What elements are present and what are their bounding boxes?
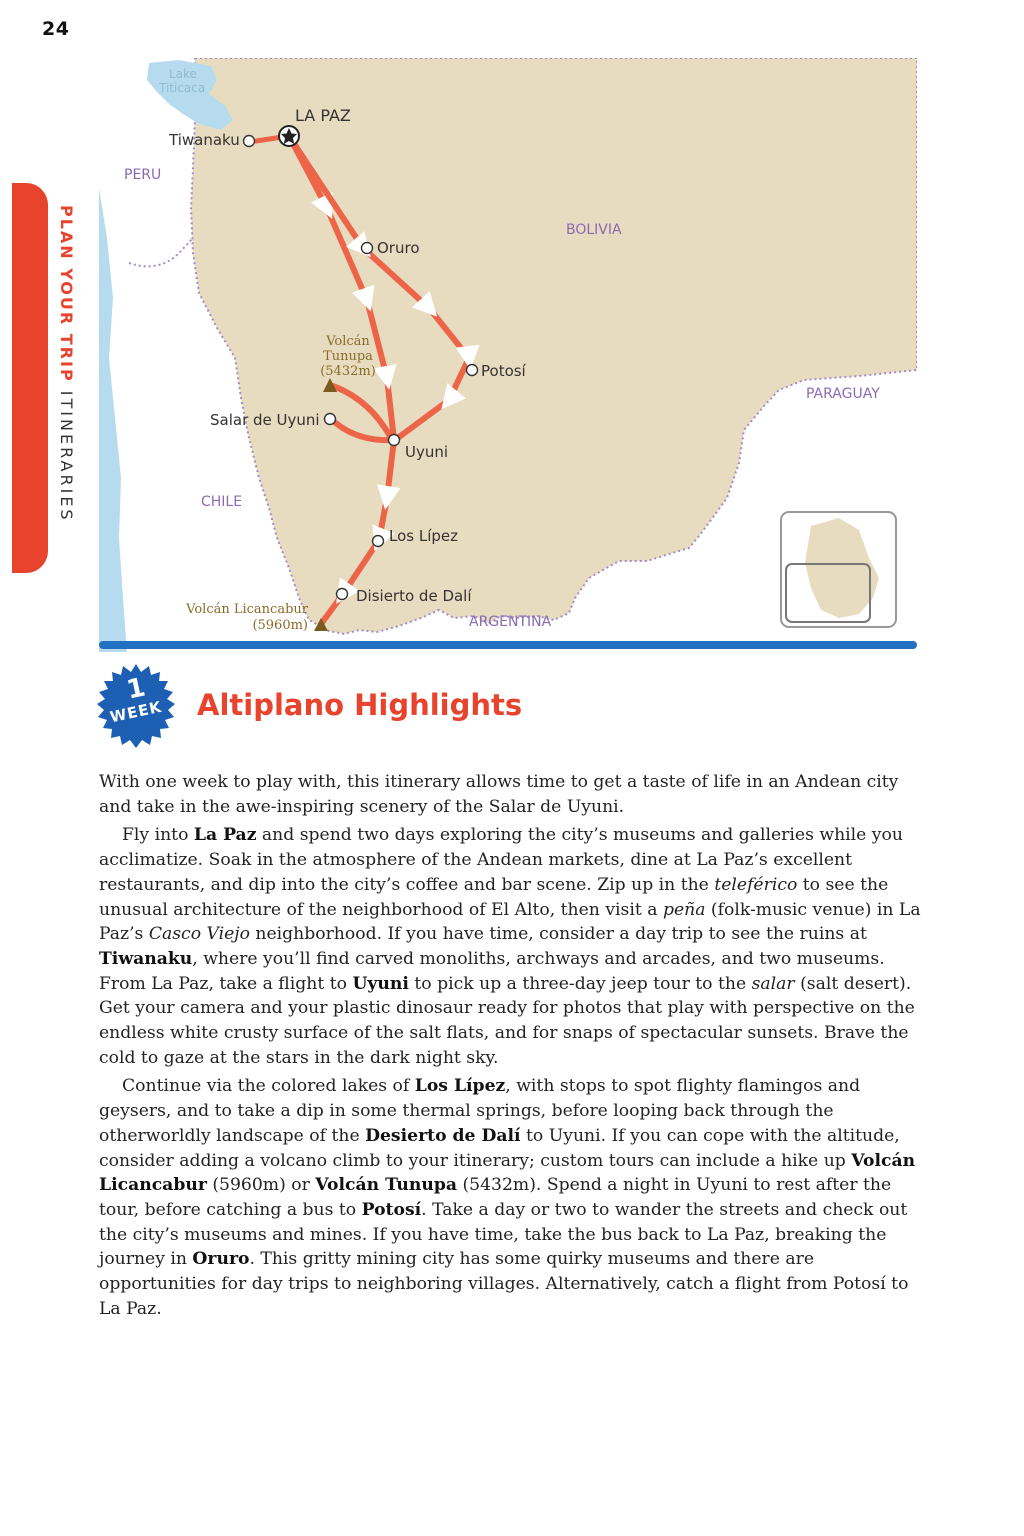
section-label [40, 205, 80, 545]
map-label-bolivia: BOLIVIA [566, 222, 622, 238]
page-number: 24 [42, 18, 70, 40]
map-label-uyuni: Uyuni [405, 443, 449, 461]
map-label-peru: PERU [124, 167, 162, 183]
marker-los-lipez [373, 536, 384, 547]
duration-badge [91, 662, 181, 752]
map-label-potosi: Potosí [481, 362, 526, 380]
section-label-main: PLAN YOUR TRIP [57, 205, 76, 383]
badge-unit: WEEK [108, 697, 164, 727]
marker-dali [337, 589, 348, 600]
map-label-chile: CHILE [201, 494, 243, 510]
map-label-licancabur: Volcán Licancabur (5960m) [186, 602, 308, 633]
marker-uyuni [389, 435, 400, 446]
badge-number: 1 [124, 672, 148, 706]
map-label-tiwanaku: Tiwanaku [169, 131, 240, 149]
map-label-la-paz: LA PAZ [295, 106, 351, 125]
map-label-paraguay: PARAGUAY [806, 386, 880, 402]
map-label-salar: Salar de Uyuni [210, 411, 320, 429]
locator-minimap [781, 512, 896, 627]
map-label-los-lipez: Los Lípez [389, 527, 459, 545]
itinerary-text [99, 770, 921, 1321]
paragraph-1: With one week to play with, this itinerary allows time to get a taste of life in an Andean city and take in the awe-inspiring scenery of the Salar de Uyuni. [99, 772, 899, 817]
paragraph-3: Continue via the colored lakes of Los Lípez, with stops to spot flighty flamingos and geysers, and to take a dip in some thermal springs, before looping back through the otherworldly landscape of the Desierto de Dalí to Uyuni. If you can cope with the altitude, consider adding a volcano climb to your itinerary; custom tours can include a hike up Volcán Licancabur (5960m) or Volcán Tunupa (5432m). Spend a night in Uyuni to rest after the tour, before catching a bus to Potosí. Take a day or two to wander the streets and check out the city’s museums and mines. If you have time, take the bus back to La Paz, breaking the journey in Oruro. This gritty mining city has some quirky museums and there are opportunities for day trips to neighboring villages. Alternatively, catch a flight from Potosí to La Paz. [99, 1076, 916, 1319]
section-title: Altiplano Highlights [197, 688, 523, 722]
route-map [99, 58, 917, 652]
map-label-oruro: Oruro [377, 239, 420, 257]
map-bottom-bar [99, 641, 917, 649]
marker-salar [325, 414, 336, 425]
section-label-sub: ITINERARIES [57, 382, 76, 523]
paragraph-2: Fly into La Paz and spend two days exploring the city’s museums and galleries while you acclimatize. Soak in the atmosphere of the Andean markets, dine at La Paz’s excellent restaurants, and dip into the city’s coffee and bar scene. Zip up in the teleférico to see the unusual architecture of the neighborhood of El Alto, then visit a peña (folk-music venue) in La Paz’s Casco Viejo neighborhood. If you have time, consider a day trip to see the ruins at Tiwanaku, where you’ll find carved monoliths, archways and arcades, and two museums. From La Paz, take a flight to Uyuni to pick up a three-day jeep tour to the salar (salt desert). Get your camera and your plastic dinosaur ready for photos that play with perspective on the endless white crusty surface of the salt flats, and for snaps of spectacular sunsets. Brave the cold to gaze at the stars in the dark night sky. [99, 825, 921, 1068]
marker-potosi [467, 365, 478, 376]
map-label-argentina: ARGENTINA [469, 614, 552, 630]
capital-star-icon [279, 126, 299, 146]
map-label-dali: Disierto de Dalí [356, 587, 472, 605]
map-label-tunupa: Volcán Tunupa (5432m) [320, 334, 376, 379]
marker-tiwanaku [244, 136, 255, 147]
map-label-lake: Lake Titicaca [159, 67, 206, 95]
marker-oruro [362, 243, 373, 254]
